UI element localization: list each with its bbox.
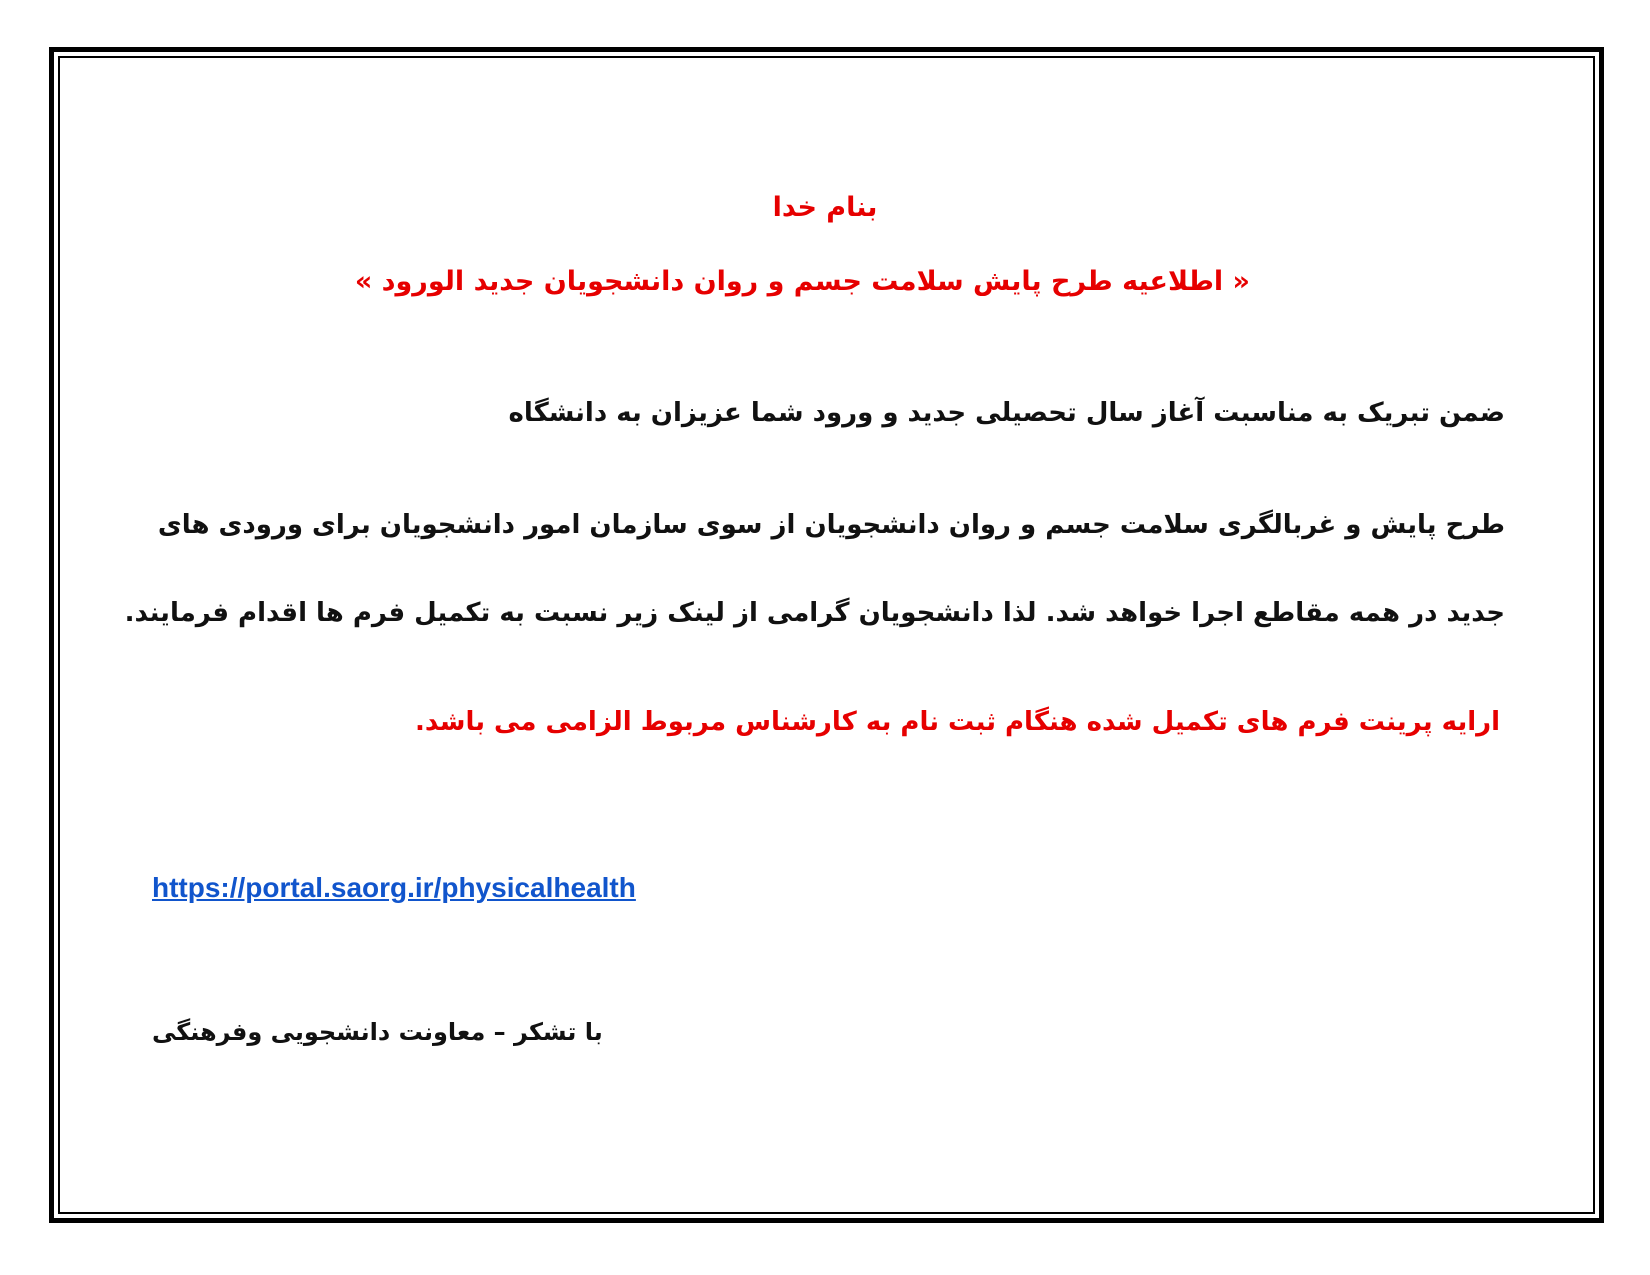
heading-bismillah: بنام خدا: [772, 192, 878, 223]
announcement-title: « اطلاعیه طرح پایش سلامت جسم و روان دانشجویان جدید الورود »: [354, 266, 1250, 297]
paragraph-line-2: طرح پایش و غربالگری سلامت جسم و روان دانشجویان از سوی سازمان امور دانشجویان برای ورودی های: [157, 510, 1505, 540]
health-portal-link[interactable]: https://portal.saorg.ir/physicalhealth: [152, 872, 636, 903]
print-requirement-notice: ارایه پرینت فرم های تکمیل شده هنگام ثبت نام به کارشناس مربوط الزامی می باشد.: [415, 707, 1500, 737]
paragraph-line-3: جدید در همه مقاطع اجرا خواهد شد. لذا دانشجویان گرامی از لینک زیر نسبت به تکمیل فرم ها اقدام فرمایند.: [124, 598, 1505, 628]
paragraph-line-1: ضمن تبریک به مناسبت آغاز سال تحصیلی جدید و ورود شما عزیزان به دانشگاه: [508, 398, 1505, 428]
signature: با تشکر – معاونت دانشجویی وفرهنگی: [152, 1018, 603, 1046]
